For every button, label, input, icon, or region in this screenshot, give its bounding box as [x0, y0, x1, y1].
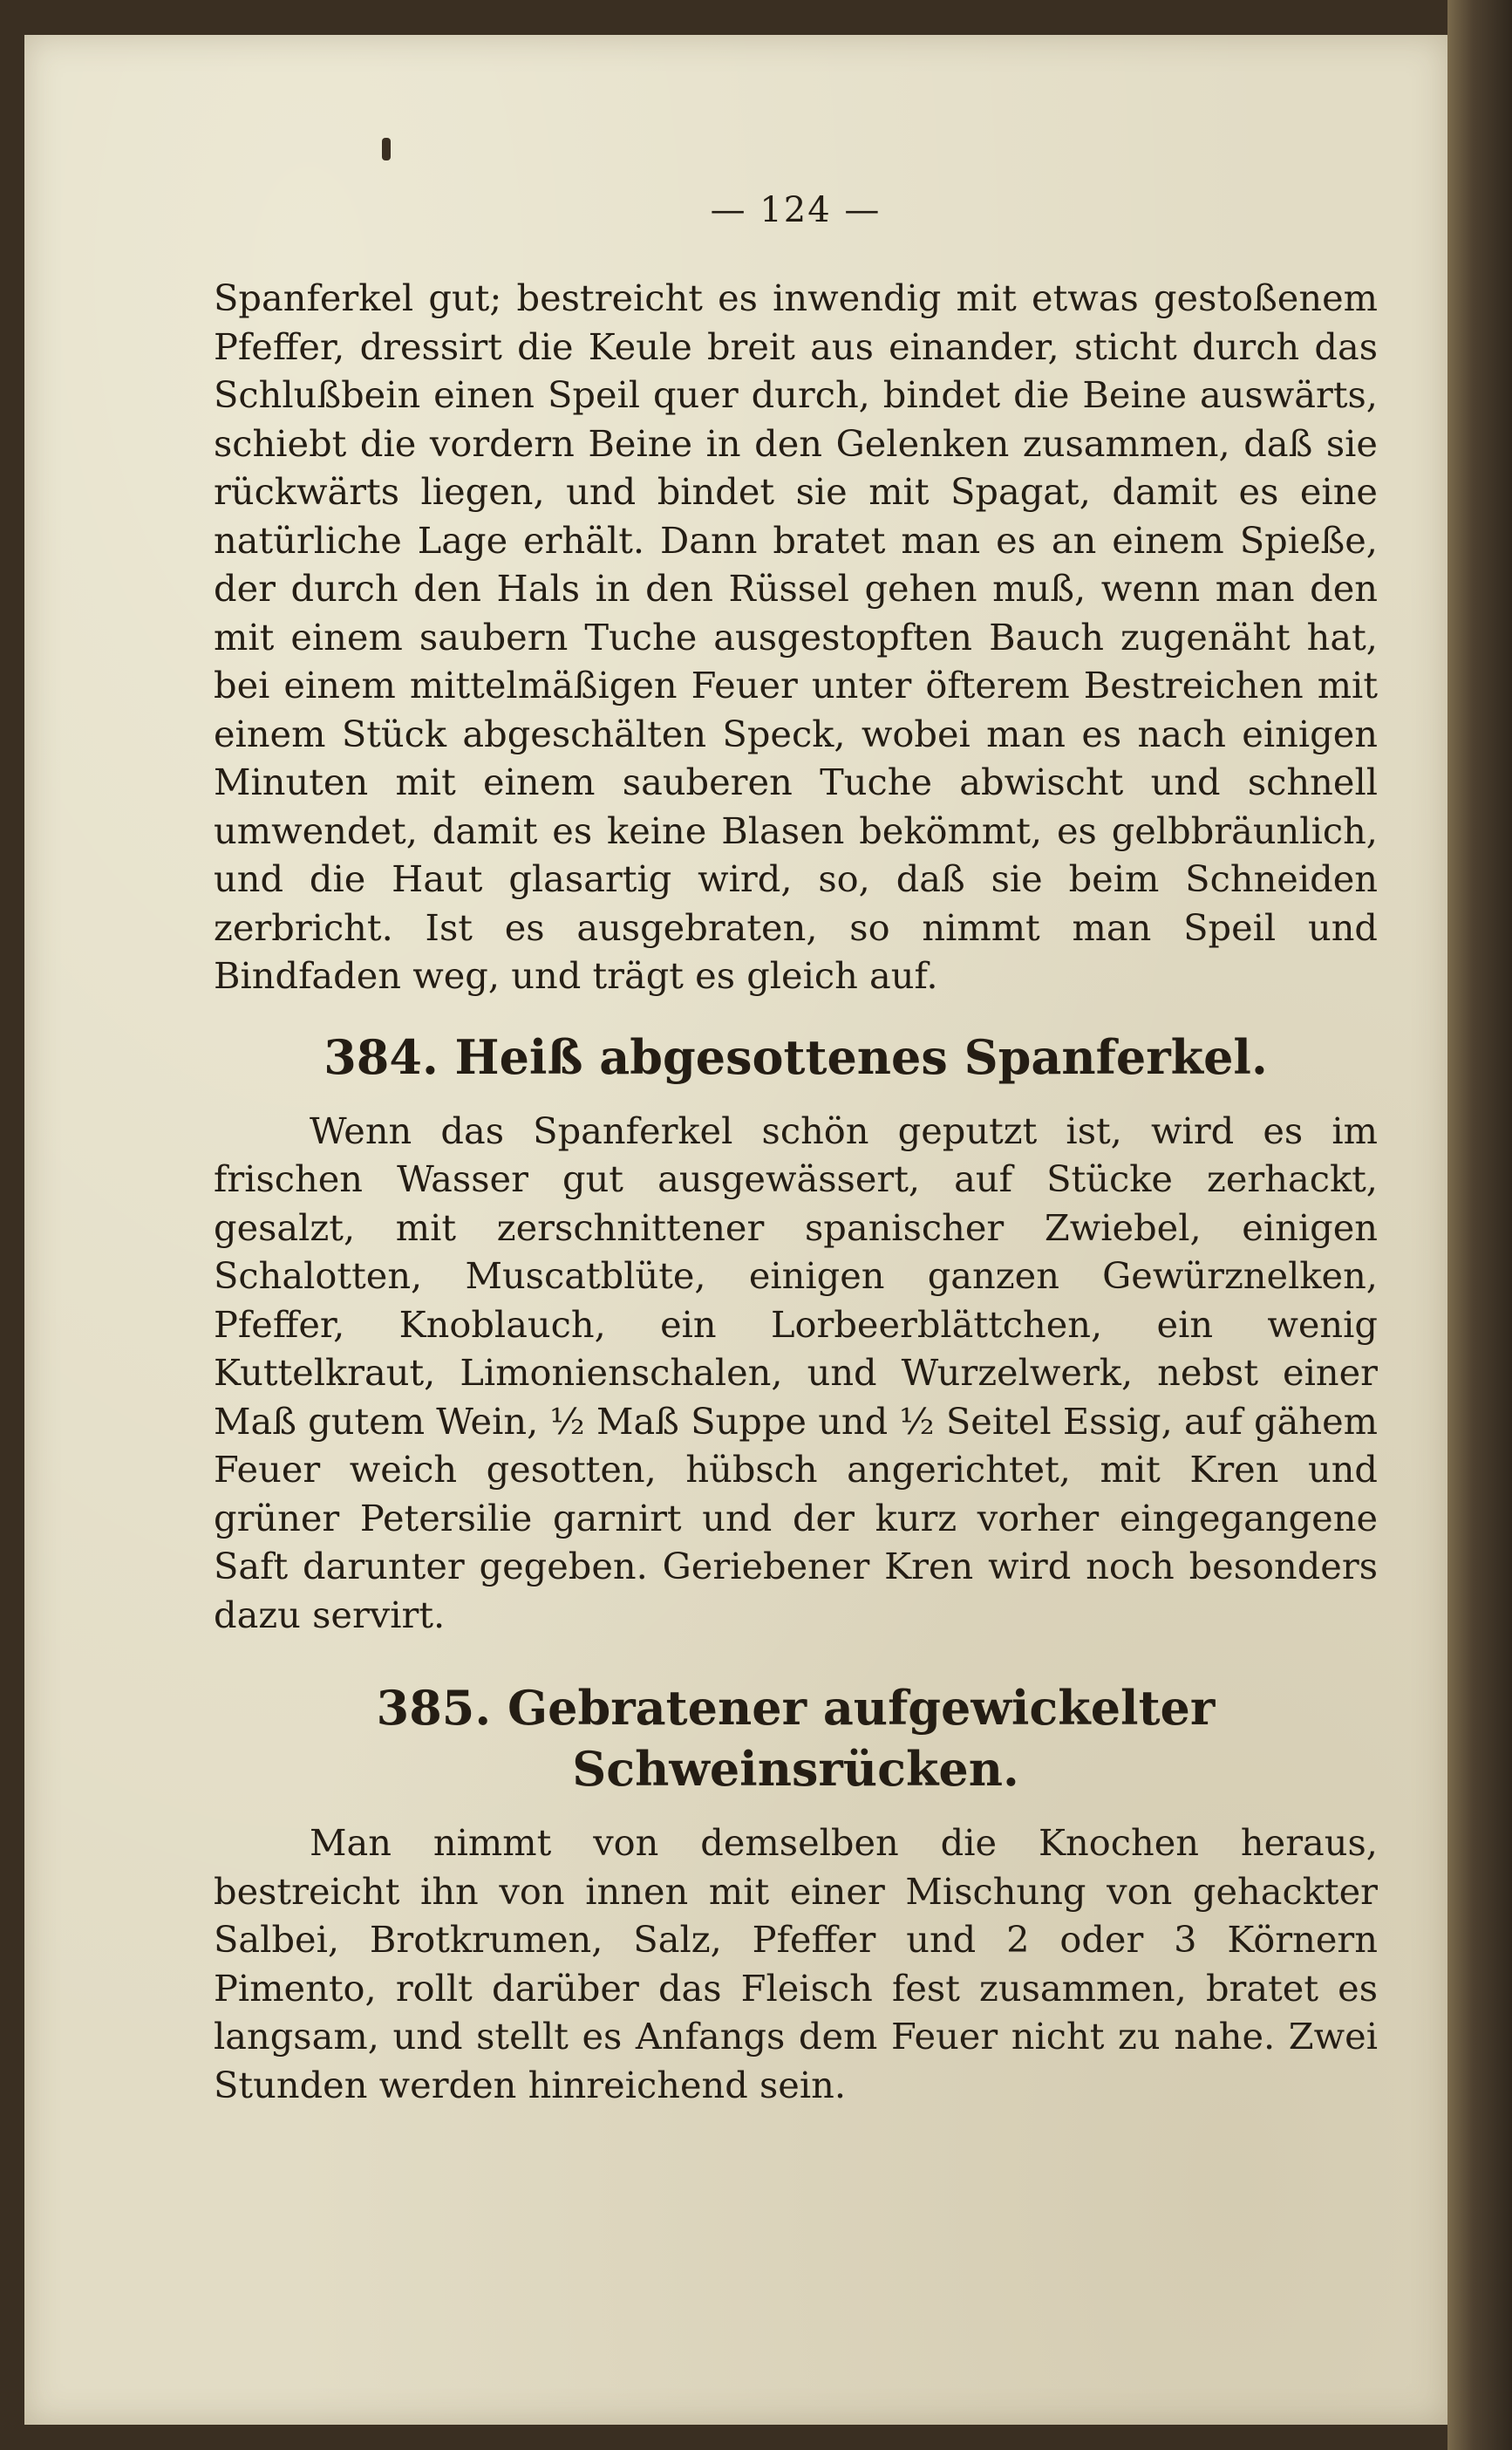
- recipe-text-384: Wenn das Spanferkel schön geputzt ist, wird es im frischen Wasser gut ausgewässert, auf Stücke zerhackt, gesalzt, mit zerschnittener spanischer Zwiebel, einigen Schalotten, Muscatblüte, einigen ganzen Gewürznelken, Pfeffer, Knoblauch, ein Lorbeerblättchen, ein wenig Kuttelkraut, Limonienschalen, und Wurzelwerk, nebst einer Maß gutem Wein, ½ Maß Suppe und ½ Seitel Essig, auf gähem Feuer weich gesotten, hübsch angerichtet, mit Kren und grüner Petersilie garnirt und der kurz vorher eingegangene Saft darunter gegeben. Geriebener Kren wird noch besonders dazu servirt.: [214, 1109, 1378, 1636]
- book-spine: [1447, 0, 1512, 2450]
- recipe-heading-384: 384. Heiß abgesottenes Spanferkel.: [324, 1028, 1268, 1085]
- paragraph-continuation: Spanferkel gut; bestreicht es inwendig mit etwas gestoßenem Pfeffer, dressirt die Keule breit aus einander, sticht durch das Schlußbein einen Speil quer durch, bindet die Beine auswärts, schiebt die vordern Beine in den Gelenken zusammen, daß sie rückwärts liegen, und bindet sie mit Spagat, damit es eine natürliche Lage erhält. Dann bratet man es an einem Spieße, der durch den Hals in den Rüssel gehen muß, wenn man den mit einem saubern Tuche ausgestopften Bauch zugenäht hat, bei einem mittelmäßigen Feuer unter öfterem Bestreichen mit einem Stück abgeschälten Speck, wobei man es nach einigen Minuten mit einem sauberen Tuche abwischt und schnell umwendet, damit es keine Blasen bekömmt, es gelbbräunlich, und die Haut glasartig wird, so, daß sie beim Schneiden zerbricht. Ist es ausgebraten, so nimmt man Speil und Bindfaden weg, und trägt es gleich auf.: [214, 276, 1378, 997]
- page-number: — 124 —: [710, 190, 882, 230]
- text-block: [214, 190, 1378, 2109]
- recipe-heading-385: 385. Gebratener aufgewickelter Schweinsrücken.: [376, 1680, 1216, 1797]
- recipe-text-385: Man nimmt von demselben die Knochen heraus, bestreicht ihn von innen mit einer Mischung von gehackter Salbei, Brotkrumen, Salz, Pfeffer und 2 oder 3 Körnern Pimento, rollt darüber das Fleisch fest zusammen, bratet es langsam, und stellt es Anfangs dem Feuer nicht zu nahe. Zwei Stunden werden hinreichend sein.: [214, 1821, 1378, 2106]
- ink-mark: [382, 138, 391, 160]
